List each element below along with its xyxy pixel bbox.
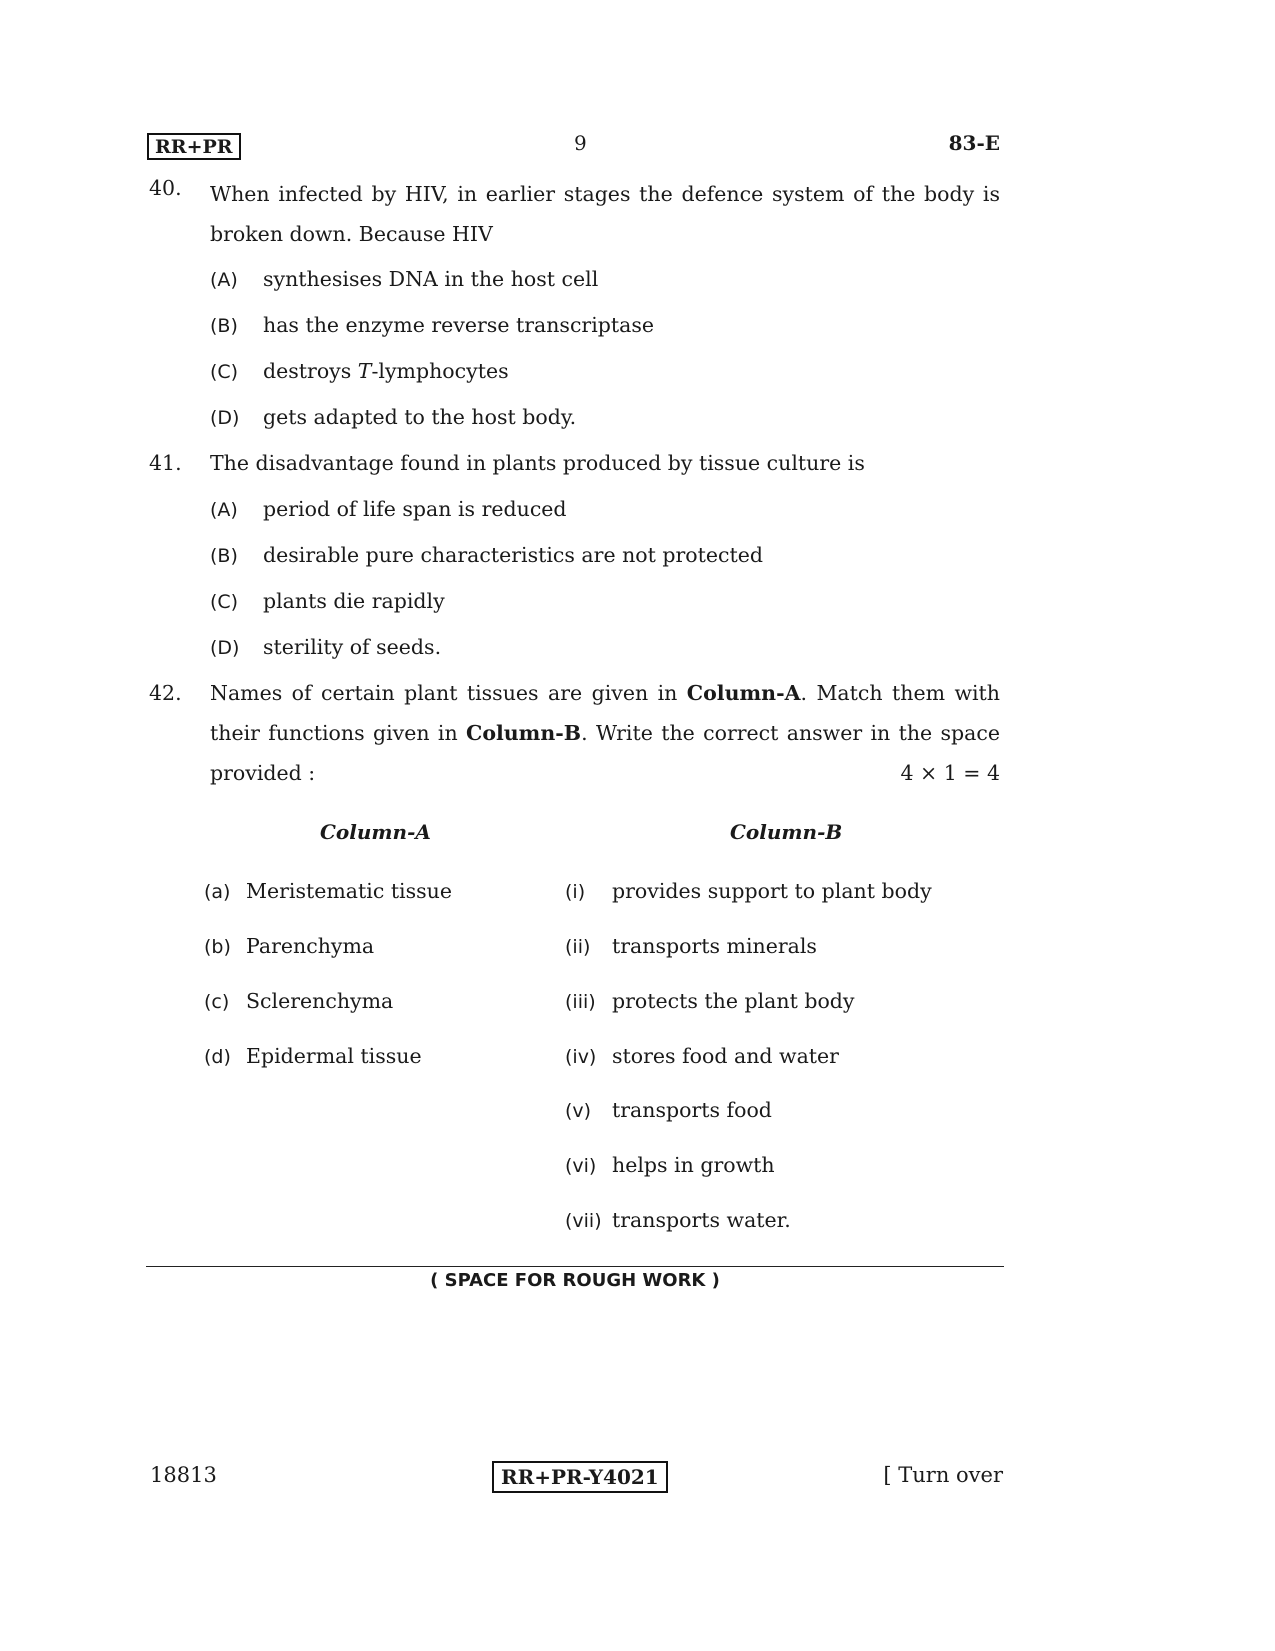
column-b-label: (vi) — [565, 1155, 597, 1177]
column-b-ref: Column-B — [466, 721, 582, 745]
column-a-item: Epidermal tissue — [246, 1044, 422, 1068]
option-label: (A) — [210, 499, 238, 521]
column-b-item: helps in growth — [612, 1153, 775, 1177]
option-text: desirable pure characteristics are not protected — [263, 543, 763, 567]
column-a-ref: Column-A — [686, 681, 801, 705]
question-line — [210, 713, 1000, 753]
option-text: synthesises DNA in the host cell — [263, 267, 599, 291]
column-b-label: (vii) — [565, 1210, 602, 1232]
footer-code-box: RR+PR-Y4021 — [492, 1461, 668, 1493]
question-line — [210, 753, 1000, 793]
paper-code: 83-E — [948, 131, 1000, 155]
option-text — [263, 359, 509, 383]
column-b-item: protects the plant body — [612, 989, 855, 1013]
column-b-item: stores food and water — [612, 1044, 839, 1068]
question-line-part: . Write the correct answer in the space — [581, 721, 1000, 745]
question-line: The disadvantage found in plants produced by tissue culture is — [210, 451, 865, 475]
turn-over-note: [ Turn over — [883, 1463, 1003, 1487]
column-a-label: (d) — [204, 1046, 231, 1068]
option-text: gets adapted to the host body. — [263, 405, 577, 429]
column-b-label: (v) — [565, 1100, 592, 1122]
rough-work-label: ( SPACE FOR ROUGH WORK ) — [430, 1270, 720, 1291]
column-b-item: provides support to plant body — [612, 879, 932, 903]
question-line-part: Names of certain plant tissues are given in — [210, 681, 687, 705]
column-a-title: Column-A — [320, 820, 431, 844]
question-number: 41. — [149, 451, 182, 475]
column-a-label: (c) — [204, 991, 230, 1013]
question-number: 40. — [149, 176, 182, 200]
column-b-title: Column-B — [730, 820, 843, 844]
marks-allotted: 4 × 1 = 4 — [900, 761, 1000, 785]
question-line-part: provided : — [210, 761, 316, 785]
question-text — [210, 443, 1000, 483]
column-b-label: (ii) — [565, 936, 591, 958]
option-label: (A) — [210, 269, 238, 291]
column-a-item: Meristematic tissue — [246, 879, 452, 903]
option-label: (D) — [210, 637, 240, 659]
question-line-part: their functions given in — [210, 721, 466, 745]
column-b-label: (i) — [565, 881, 586, 903]
question-text — [210, 174, 1000, 254]
option-label: (C) — [210, 361, 239, 383]
option-text-italic: T — [357, 359, 372, 383]
option-text-post: -lymphocytes — [371, 359, 509, 383]
column-b-item: transports food — [612, 1098, 772, 1122]
option-label: (B) — [210, 315, 238, 337]
question-line — [210, 673, 1000, 713]
question-text — [210, 673, 1000, 793]
question-line: broken down. Because HIV — [210, 222, 493, 246]
option-label: (D) — [210, 407, 240, 429]
header-code-box: RR+PR — [147, 133, 241, 160]
option-label: (C) — [210, 591, 239, 613]
column-a-item: Parenchyma — [246, 934, 375, 958]
column-a-label: (a) — [204, 881, 231, 903]
option-label: (B) — [210, 545, 238, 567]
question-number: 42. — [149, 681, 182, 705]
column-b-item: transports minerals — [612, 934, 817, 958]
option-text-pre: destroys — [263, 359, 358, 383]
column-a-label: (b) — [204, 936, 231, 958]
option-text: sterility of seeds. — [263, 635, 442, 659]
column-b-item: transports water. — [612, 1208, 791, 1232]
rough-work-divider — [146, 1266, 1004, 1267]
option-text: has the enzyme reverse transcriptase — [263, 313, 655, 337]
option-text: plants die rapidly — [263, 589, 445, 613]
page-number: 9 — [574, 131, 587, 155]
column-a-item: Sclerenchyma — [246, 989, 394, 1013]
question-line-part: . Match them with — [800, 681, 1000, 705]
column-b-label: (iii) — [565, 991, 596, 1013]
footer-number: 18813 — [150, 1463, 217, 1487]
question-line: When infected by HIV, in earlier stages the defence system of the body is — [210, 182, 1000, 206]
option-text: period of life span is reduced — [263, 497, 567, 521]
column-b-label: (iv) — [565, 1046, 597, 1068]
